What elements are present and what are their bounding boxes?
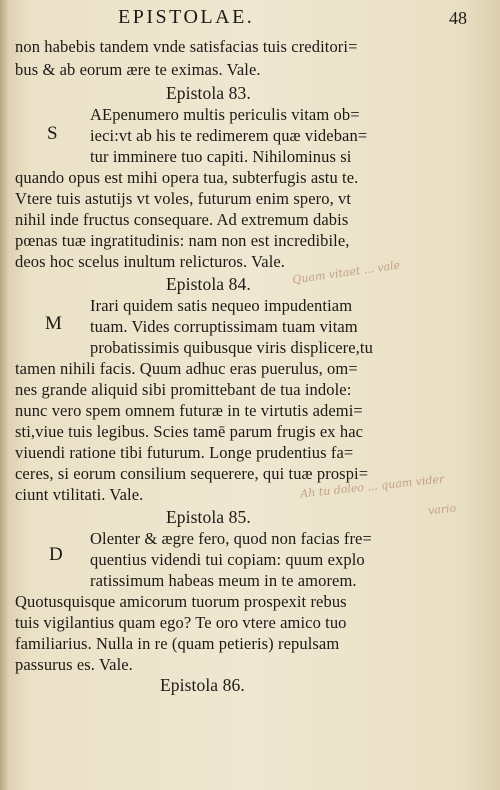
text-line: viuendi ratione tibi futurum. Longe prudentius fa= [15, 443, 354, 462]
text-line: nihil inde fructus consequare. Ad extremum dabis [15, 210, 349, 229]
text-line: nes grande aliquid sibi promittebant de tua indole: [15, 380, 352, 399]
text-line: pœnas tuæ ingratitudinis: nam non est incredibile, [15, 231, 350, 250]
text-line: nunc vero spem omnem futuræ in te virtutis ademi= [15, 401, 363, 420]
text-line: Irari quidem satis nequeo impudentiam [90, 296, 353, 315]
text-line: sti,viue tuis legibus. Scies tamē parum frugis ex hac [15, 422, 364, 441]
text-line: deos hoc scelus inultum relicturos. Vale. [15, 252, 286, 271]
folio-number: 48 [449, 8, 467, 28]
initial-letter: S [47, 123, 58, 144]
text-line: tamen nihili facis. Quum adhuc eras puerulus, om= [15, 359, 358, 378]
handwritten-note-85: Ah tu doleo ... quam vider [299, 472, 445, 501]
text-line: ciunt vtilitati. Vale. [15, 485, 144, 504]
running-header: EPISTOLAE. [118, 6, 255, 28]
text-line: tuis vigilantius quam ego? Te oro vtere amico tuo [15, 613, 347, 632]
text-line: passurus es. Vale. [15, 655, 133, 674]
epistola-heading: Epistola 85. [166, 507, 251, 527]
text-line: Olenter & ægre fero, quod non facias fre= [90, 529, 372, 548]
text-line: tur imminere tuo capiti. Nihilominus si [90, 147, 352, 166]
initial-letter: M [45, 313, 62, 334]
text-line: AEpenumero multis periculis vitam ob= [90, 105, 360, 124]
text-line: ieci:vt ab his te redimerem quæ videban= [90, 126, 368, 145]
text-line: ratissimum habeas meum in te amorem. [90, 571, 357, 590]
handwritten-note-85b: vario [427, 501, 457, 518]
text-line: probatissimis quibusque viris displicere,tu [90, 338, 373, 357]
text-line: bus & ab eorum ære te eximas. Vale. [15, 60, 261, 79]
epistola-heading: Epistola 84. [166, 274, 251, 294]
epistola-heading: Epistola 86. [160, 675, 245, 695]
text-line: quentius videndi tui copiam: quum explo [90, 550, 365, 569]
text-line: familiarius. Nulla in re (quam petieris) repulsam [15, 634, 340, 653]
text-line: ceres, si eorum consilium sequerere, qui tuæ prospi= [15, 464, 369, 483]
text-line: Quotusquisque amicorum tuorum prospexit rebus [15, 592, 347, 611]
handwritten-note-84: Quam vitaet ... vale [291, 258, 401, 287]
text-line: tuam. Vides corruptissimam tuam vitam [90, 317, 358, 336]
initial-letter: D [49, 544, 63, 565]
text-line: quando opus est mihi opera tua, subterfugis astu te. [15, 168, 359, 187]
epistola-heading: Epistola 83. [166, 83, 251, 103]
page-gutter-shadow [0, 0, 10, 790]
text-line: non habebis tandem vnde satisfacias tuis creditori= [15, 37, 358, 56]
text-line: Vtere tuis astutijs vt voles, futurum enim spero, vt [15, 189, 352, 208]
